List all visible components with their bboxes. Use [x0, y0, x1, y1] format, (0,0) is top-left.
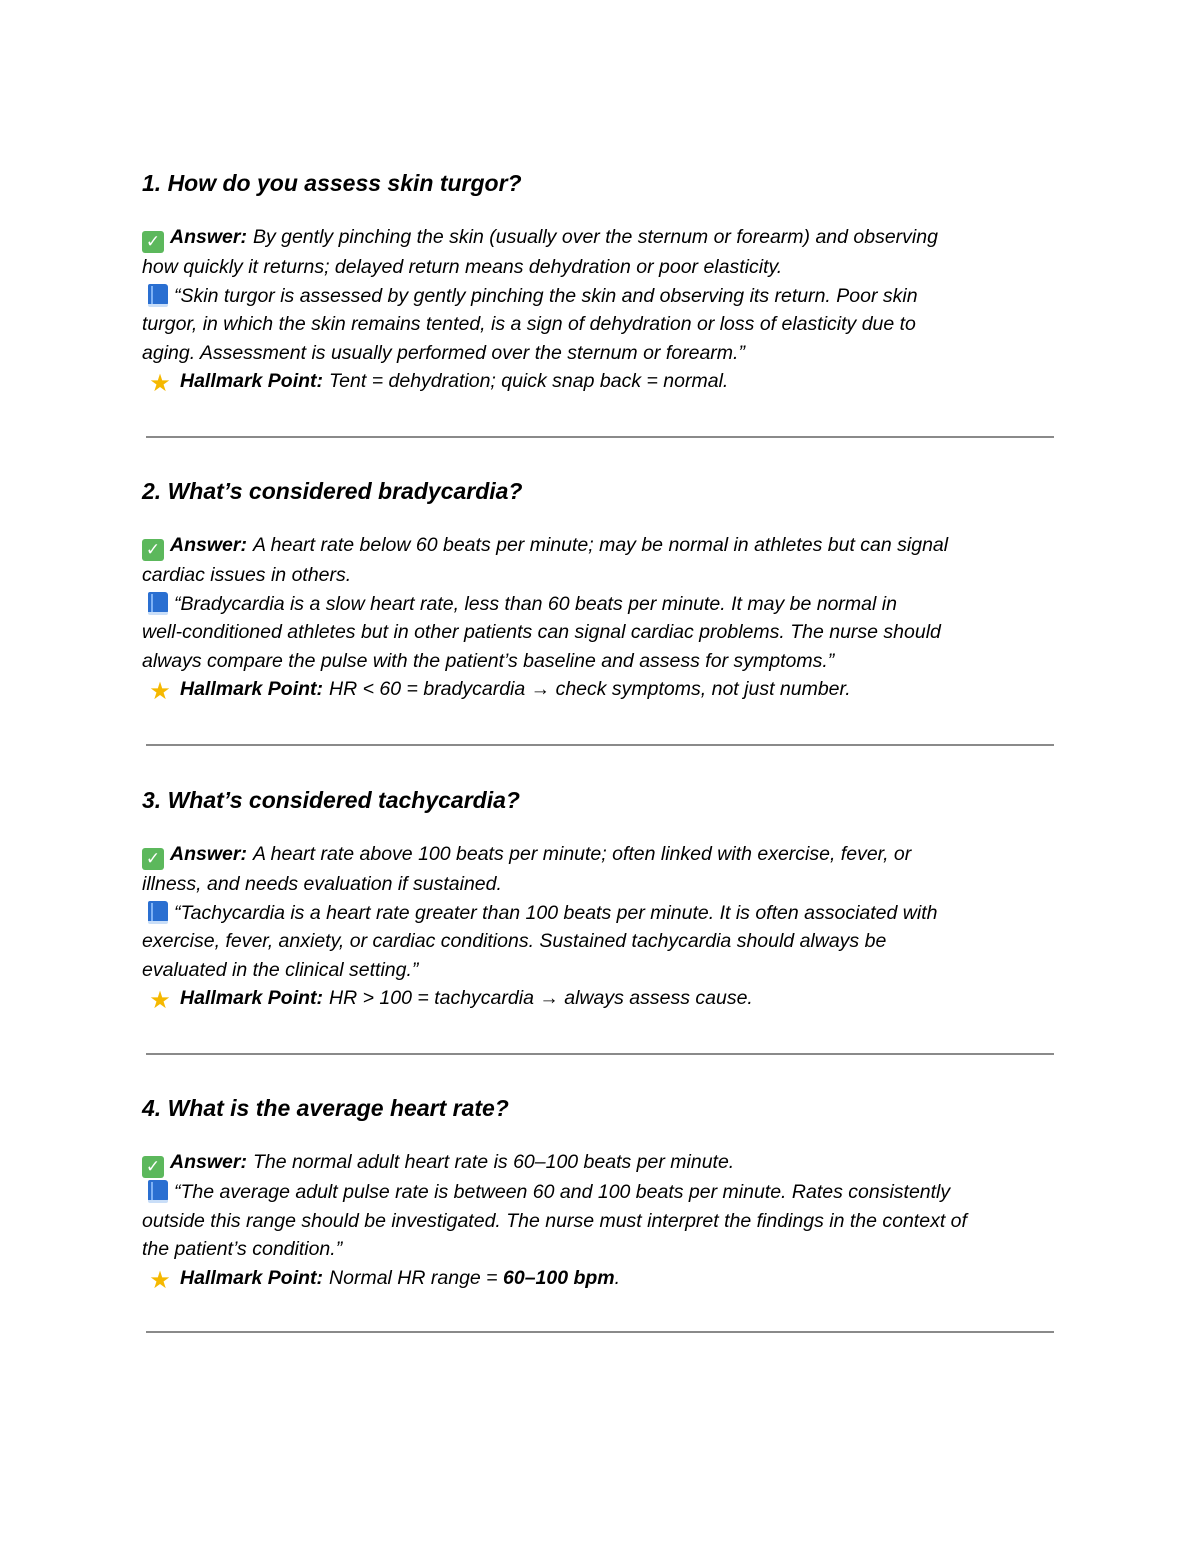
- quote-line: well-conditioned athletes but in other patients can signal cardiac problems. The nurse should: [142, 621, 941, 644]
- answer-label: Answer:: [170, 534, 247, 556]
- hallmark-label: Hallmark Point:: [180, 678, 324, 701]
- answer-label: Answer:: [170, 226, 247, 248]
- answer-text: A heart rate above 100 beats per minute; often linked with exercise, fever, or: [252, 843, 912, 865]
- quote-line: evaluated in the clinical setting.”: [142, 958, 419, 981]
- star-icon: ★: [149, 678, 171, 706]
- question-heading: 1. How do you assess skin turgor?: [142, 170, 522, 196]
- hallmark-label: Hallmark Point:: [180, 987, 324, 1010]
- hallmark-text: Tent = dehydration; quick snap back = normal.: [329, 370, 729, 393]
- check-mark-icon: ✓: [142, 848, 164, 870]
- answer-text: By gently pinching the skin (usually over the sternum or forearm) and observing: [252, 226, 938, 248]
- quote-line: always compare the pulse with the patient’s baseline and assess for symptoms.”: [142, 649, 835, 672]
- qa-section-2: [142, 477, 1062, 704]
- hallmark-line: [142, 984, 1062, 1013]
- hallmark-line: [142, 1264, 1062, 1293]
- question-heading: 2. What’s considered bradycardia?: [142, 478, 523, 504]
- quote-line: outside this range should be investigated. The nurse must interpret the findings in the context of: [142, 1209, 967, 1232]
- answer-line: illness, and needs evaluation if sustained.: [142, 873, 502, 895]
- quote-line: [142, 282, 1062, 311]
- quote-line: [142, 590, 1062, 619]
- qa-section-4: [142, 1094, 1062, 1293]
- quote-line: [142, 1178, 1062, 1207]
- answer-text: A heart rate below 60 beats per minute; may be normal in athletes but can signal: [252, 534, 949, 556]
- hallmark-text: HR < 60 = bradycardia → check symptoms, not just number.: [329, 678, 851, 701]
- answer-line: [142, 840, 1062, 870]
- blue-book-icon: [148, 1180, 168, 1202]
- check-mark-icon: ✓: [142, 539, 164, 561]
- blue-book-icon: [148, 592, 168, 614]
- quote-text: “Tachycardia is a heart rate greater than 100 beats per minute. It is often associated with: [174, 901, 938, 924]
- answer-label: Answer:: [170, 1151, 247, 1173]
- star-icon: ★: [149, 1266, 171, 1294]
- hallmark-trailing: .: [614, 1266, 621, 1289]
- section-divider: [146, 1053, 1054, 1055]
- qa-section-3: [142, 786, 1062, 1013]
- quote-text: “The average adult pulse rate is between 60 and 100 beats per minute. Rates consistently: [174, 1181, 951, 1203]
- answer-line: [142, 223, 1062, 253]
- section-divider: [146, 1331, 1054, 1333]
- quote-line: turgor, in which the skin remains tented, is a sign of dehydration or loss of elasticity due to: [142, 313, 916, 336]
- answer-label: Answer:: [170, 843, 247, 865]
- quote-line: exercise, fever, anxiety, or cardiac conditions. Sustained tachycardia should always be: [142, 930, 887, 953]
- answer-text: The normal adult heart rate is 60–100 beats per minute.: [252, 1151, 735, 1173]
- answer-line: how quickly it returns; delayed return means dehydration or poor elasticity.: [142, 256, 783, 278]
- question-heading: 4. What is the average heart rate?: [142, 1095, 509, 1121]
- hallmark-line: [142, 367, 1062, 396]
- answer-line: [142, 1148, 1062, 1178]
- hallmark-emphasis: 60–100 bpm: [503, 1266, 615, 1289]
- question-heading: 3. What’s considered tachycardia?: [142, 787, 520, 813]
- quote-text: “Skin turgor is assessed by gently pinching the skin and observing its return. Poor skin: [174, 284, 918, 307]
- hallmark-text: HR > 100 = tachycardia → always assess cause.: [329, 987, 753, 1010]
- check-mark-icon: ✓: [142, 231, 164, 253]
- answer-block: [142, 223, 1062, 396]
- section-divider: [146, 744, 1054, 746]
- hallmark-label: Hallmark Point:: [180, 1266, 324, 1289]
- quote-line: aging. Assessment is usually performed over the sternum or forearm.”: [142, 341, 745, 364]
- answer-block: [142, 840, 1062, 1013]
- hallmark-label: Hallmark Point:: [180, 370, 324, 393]
- section-divider: [146, 436, 1054, 438]
- quote-text: “Bradycardia is a slow heart rate, less than 60 beats per minute. It may be normal in: [174, 592, 897, 615]
- answer-line: cardiac issues in others.: [142, 564, 352, 586]
- quote-line: [142, 899, 1062, 928]
- hallmark-text: Normal HR range =: [329, 1266, 503, 1289]
- hallmark-line: [142, 675, 1062, 704]
- answer-block: [142, 531, 1062, 704]
- qa-section-1: [142, 169, 1062, 396]
- answer-line: [142, 531, 1062, 561]
- quote-line: the patient’s condition.”: [142, 1238, 343, 1261]
- blue-book-icon: [148, 901, 168, 923]
- check-mark-icon: ✓: [142, 1156, 164, 1178]
- blue-book-icon: [148, 284, 168, 306]
- star-icon: ★: [149, 987, 171, 1015]
- answer-block: [142, 1148, 1062, 1293]
- star-icon: ★: [149, 370, 171, 398]
